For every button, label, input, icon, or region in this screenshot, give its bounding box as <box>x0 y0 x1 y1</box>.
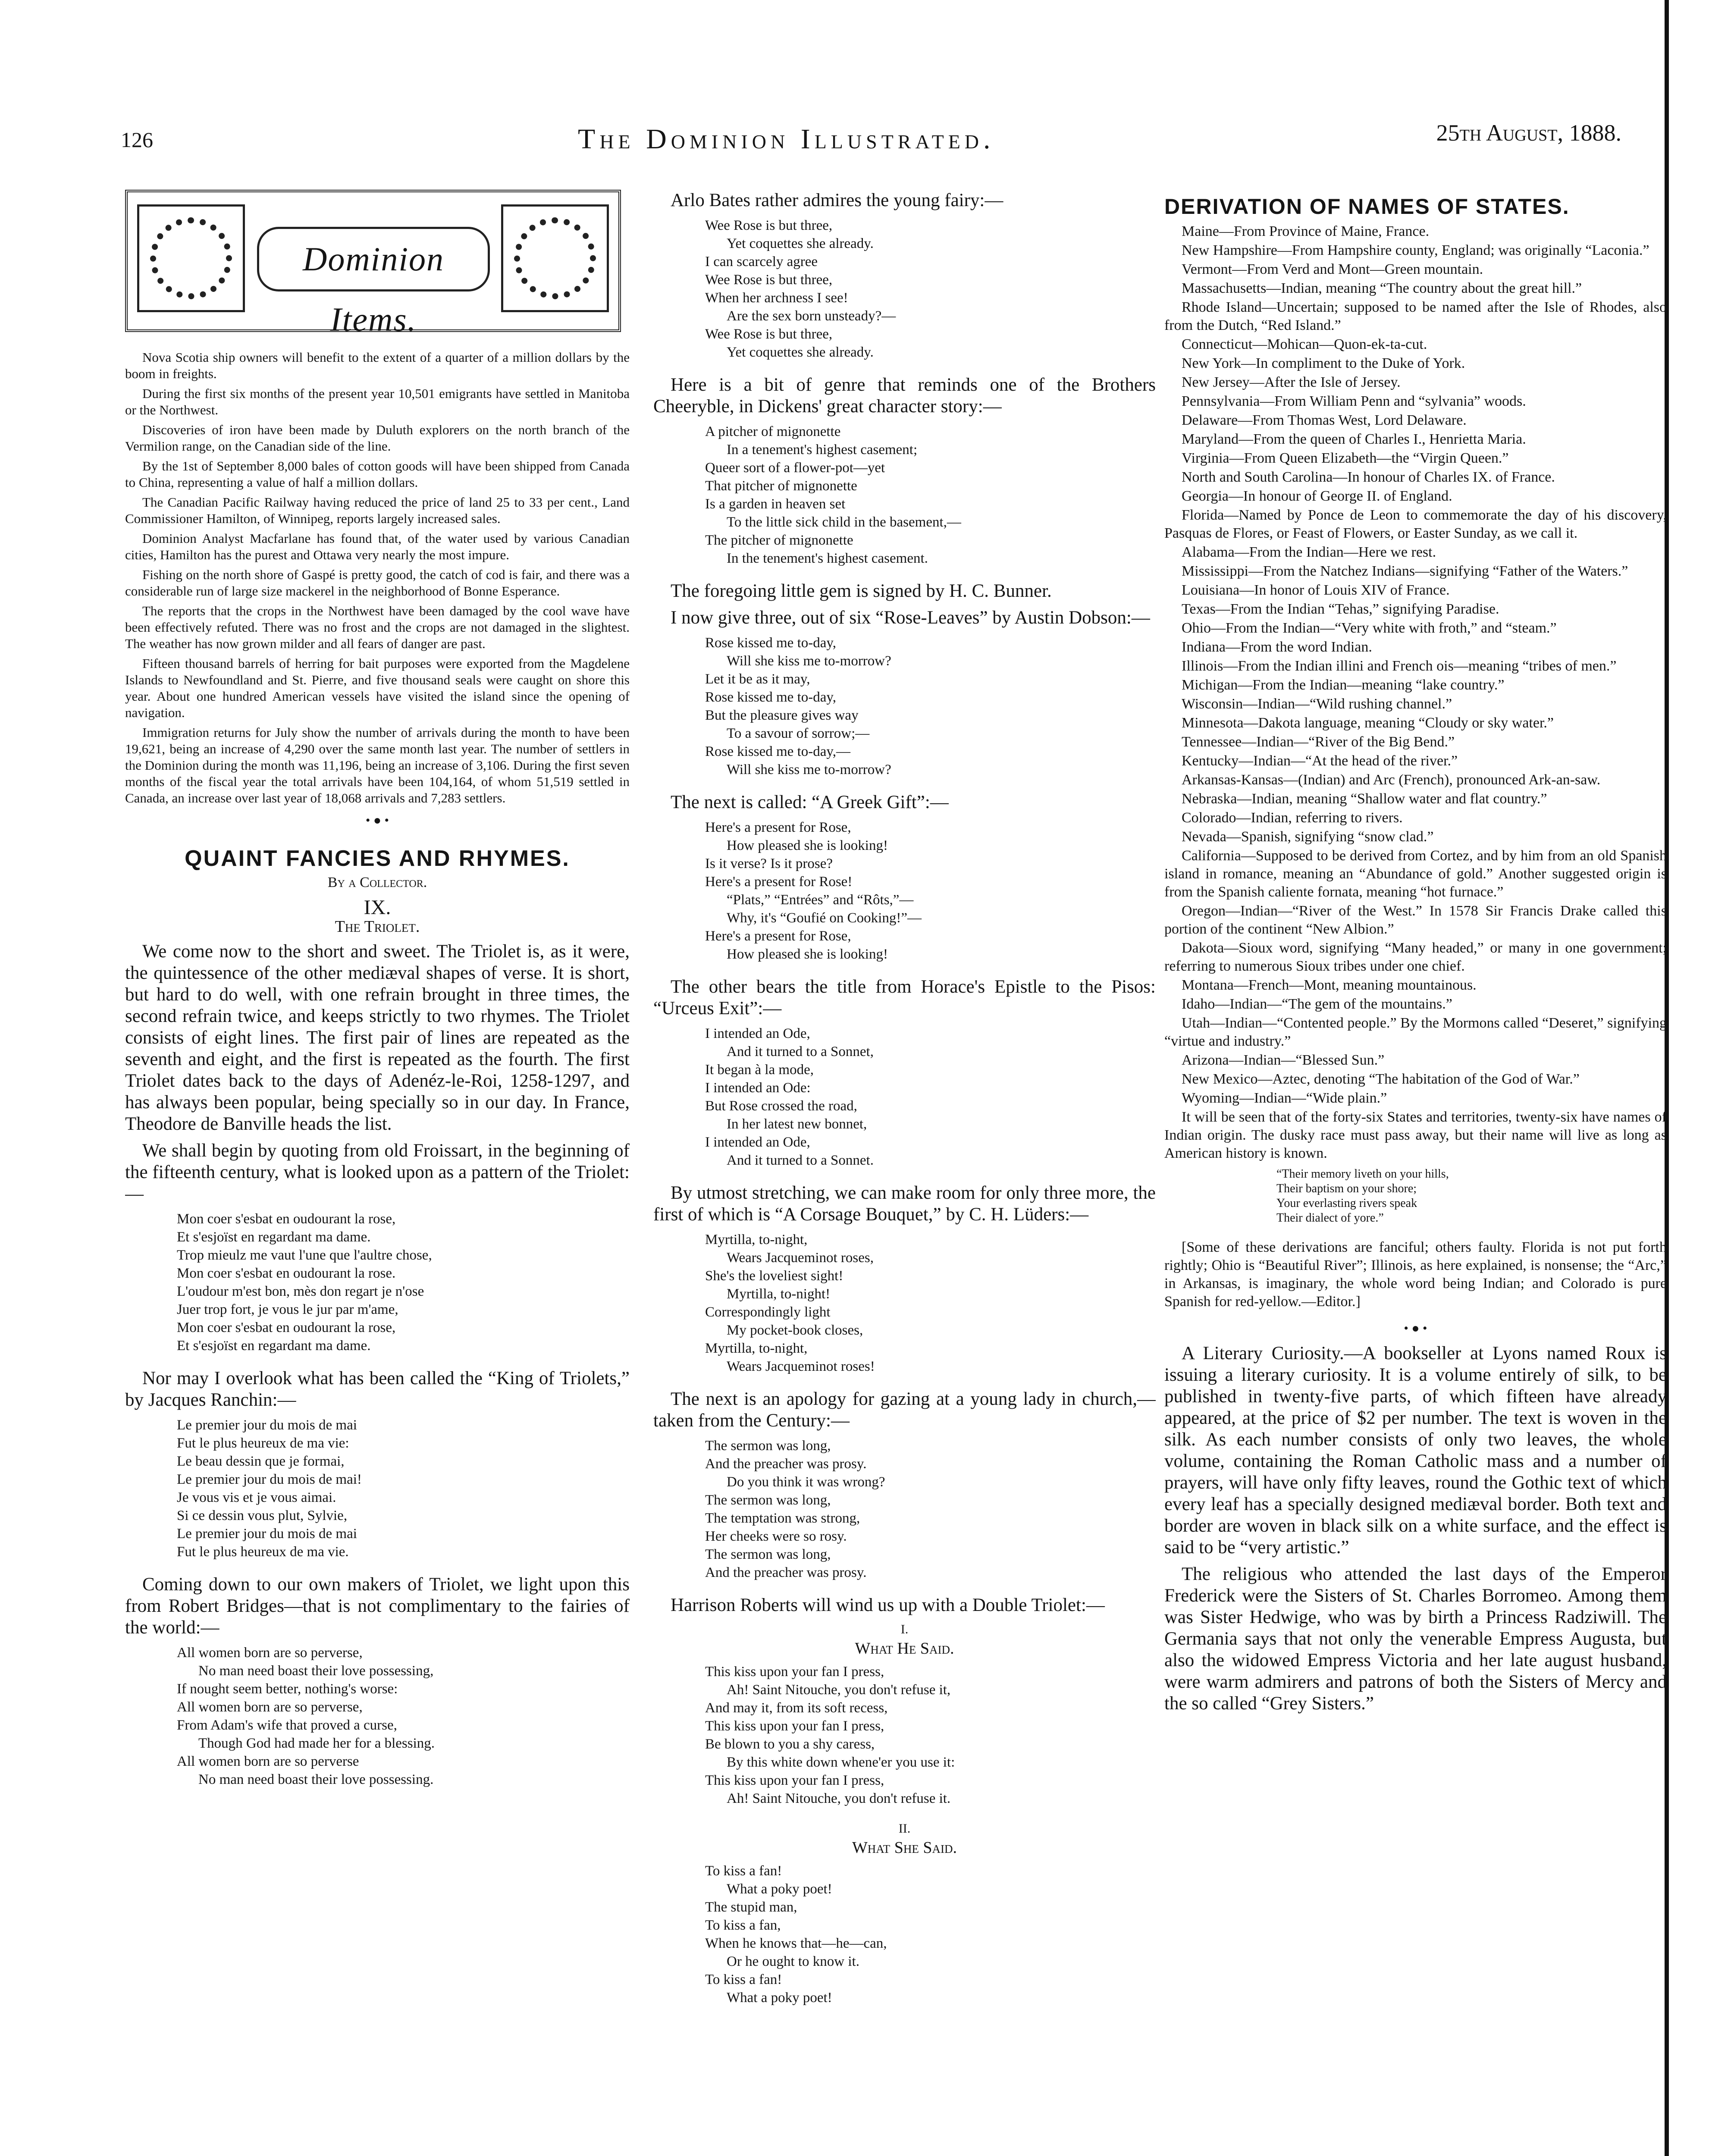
poem-line: And the preacher was prosy. <box>705 1565 867 1580</box>
publication-title: The Dominion Illustrated. <box>578 123 995 155</box>
mignonette-poem <box>705 423 1156 567</box>
rosette-ornament-icon <box>501 204 609 312</box>
poem-line: That pitcher of mignonette <box>705 478 857 494</box>
poem-line: Et s'esjoïst en regardant ma dame. <box>177 1338 371 1354</box>
poem-line: Le beau dessin que je formai, <box>177 1454 345 1469</box>
poem-line: I intended an Ode, <box>705 1134 810 1150</box>
literary-curiosity-paragraph: A Literary Curiosity.—A bookseller at Lyons named Roux is issuing a literary curiosity. It is a volume entirely of silk, to be published in twenty-five parts, of which fifteen have already appeared, at the price of $2 per number. The text is woven in the silk. As each number consists of only two leaves, the whole volume, containing the Roman Catholic mass and a number of prayers, will have only fifty leaves, round the Gothic text of which every leaf has a specially designed mediæval border. Both text and border are woven in black silk on a white surface, and the effect is said to be “very artistic.” <box>1164 1343 1667 1557</box>
state-entry: Wyoming—Indian—“Wide plain.” <box>1182 1090 1387 1106</box>
state-entry: Montana—French—Mont, meaning mountainous. <box>1182 977 1477 993</box>
poem-line: Et s'esjoïst en regardant ma dame. <box>177 1229 371 1245</box>
poem-line: Will she kiss me to-morrow? <box>727 653 891 669</box>
poem-line: Are the sex born unsteady?— <box>727 308 896 324</box>
poem-line: How pleased she is looking! <box>727 946 888 962</box>
poem-line: This kiss upon your fan I press, <box>705 1718 884 1734</box>
state-entry: Florida—Named by Ponce de Leon to commemorate the day of his discovery, Pasquas de Flores, or Feast of Flowers, or Easter Sunday, as we call it. <box>1164 507 1667 541</box>
state-entry: Alabama—From the Indian—Here we rest. <box>1182 544 1436 560</box>
state-entry: New York—In compliment to the Duke of York. <box>1182 355 1465 371</box>
what-he-said-poem <box>705 1663 1156 1808</box>
state-entry: Maine—From Province of Maine, France. <box>1182 223 1430 239</box>
section-title: DERIVATION OF NAMES OF STATES. <box>1164 194 1570 219</box>
rosette-ornament-icon <box>137 204 245 312</box>
poem-line: Your everlasting rivers speak <box>1276 1197 1417 1210</box>
bates-intro: Arlo Bates rather admires the young fairy:— <box>671 190 1003 210</box>
sermon-poem <box>705 1437 1156 1582</box>
poem-line: Is it verse? Is it prose? <box>705 856 833 871</box>
corsage-poem <box>705 1231 1156 1376</box>
issue-date: 25th August, 1888. <box>1436 120 1621 146</box>
state-entry: Georgia—In honour of George II. of England. <box>1182 488 1452 504</box>
poem-line: Wee Rose is but three, <box>705 218 833 233</box>
state-entry: Pennsylvania—From William Penn and “sylvania” woods. <box>1182 393 1526 409</box>
section-separator: • ● • <box>365 813 389 827</box>
poem-line: Wears Jacqueminot roses! <box>727 1359 875 1374</box>
poem-line: What a poky poet! <box>727 1990 832 2006</box>
state-entry: Colorado—Indian, referring to rivers. <box>1182 810 1403 826</box>
poem-line: Le premier jour du mois de mai <box>177 1417 357 1433</box>
state-entry: Maryland—From the queen of Charles I., Henrietta Maria. <box>1182 431 1526 447</box>
poem-line: Wee Rose is but three, <box>705 326 833 342</box>
froissart-intro: We shall begin by quoting from old Froissart, in the beginning of the fifteenth century, what is looked upon as a pattern of the Triolet:— <box>125 1141 630 1204</box>
poem-line: To the little sick child in the basement,— <box>727 514 961 530</box>
state-entry: California—Supposed to be derived from Cortez, and by him from an old Spanish island in romance, meaning an “Abundance of gold.” Another suggested origin is from the Spanish caliente fornata, meaning “hot furnace.” <box>1164 848 1667 900</box>
poem-line: All women born are so perverse <box>177 1754 359 1769</box>
news-item: Discoveries of iron have been made by Duluth explorers on the north branch of the Vermilion range, on the Canadian side of the line. <box>125 422 630 454</box>
poem-line: When her archness I see! <box>705 290 848 306</box>
state-entry: Rhode Island—Uncertain; supposed to be named after the Isle of Rhodes, also from the Dutch, “Red Island.” <box>1164 299 1667 333</box>
poem-line: All women born are so perverse, <box>177 1699 363 1715</box>
state-entry: Texas—From the Indian “Tehas,” signifying Paradise. <box>1182 601 1499 617</box>
poem-line: Myrtilla, to-night, <box>705 1232 808 1247</box>
news-item: Fifteen thousand barrels of herring for bait purposes were exported from the Magdelene Islands to Newfoundland and St. Pierre, and five thousand seals were caught on shore this year. About one hundred American vessels have visited the island since the opening of navigation. <box>125 656 630 720</box>
state-entry: Michigan—From the Indian—meaning “lake country.” <box>1182 677 1505 693</box>
poem-line: To kiss a fan! <box>705 1972 782 1987</box>
poem-line: How pleased she is looking! <box>727 838 888 853</box>
bridges-intro: Coming down to our own makers of Triolet, we light upon this from Robert Bridges—that is not complimentary to the fairies of the world:— <box>125 1574 630 1638</box>
poem-line: Her cheeks were so rosy. <box>705 1529 847 1544</box>
quoted-verse <box>1276 1167 1667 1225</box>
poem-line: But Rose crossed the road, <box>705 1098 857 1114</box>
poem-line: Ah! Saint Nitouche, you don't refuse it, <box>727 1682 951 1698</box>
ranchin-intro: Nor may I overlook what has been called the “King of Triolets,” by Jacques Ranchin:— <box>125 1368 630 1410</box>
news-item: Nova Scotia ship owners will benefit to the extent of a quarter of a million dollars by the boom in freights. <box>125 350 630 381</box>
section-title: QUAINT FANCIES AND RHYMES. <box>185 846 570 871</box>
subtitle: The Triolet. <box>335 918 420 936</box>
poem-line: To kiss a fan! <box>705 1863 782 1879</box>
poem-line: Wee Rose is but three, <box>705 272 833 288</box>
urceus-exit-poem <box>705 1025 1156 1169</box>
poem-line: Though God had made her for a blessing. <box>198 1736 435 1751</box>
poem-line: Be blown to you a shy caress, <box>705 1736 875 1752</box>
poem-line: What a poky poet! <box>727 1881 832 1897</box>
column-2 <box>653 190 1156 2156</box>
state-entry: Ohio—From the Indian—“Very white with froth,” and “steam.” <box>1182 620 1557 636</box>
state-entry: Oregon—Indian—“River of the West.” In 1578 Sir Francis Drake called this portion of the continent “New Albion.” <box>1164 903 1667 937</box>
state-entry: New Jersey—After the Isle of Jersey. <box>1182 374 1401 390</box>
state-entry: Delaware—From Thomas West, Lord Delaware. <box>1182 412 1467 428</box>
editor-note: [Some of these derivations are fanciful; others faulty. Florida is not put forth rightly; Ohio is “Beautiful River”; Illinois, as here explained, is nonsense; the “Arc,” in Arkansas, is imaginary, the whole word being Indian; and Colorado is pure Spanish for red-yellow.—Editor.] <box>1164 1239 1667 1310</box>
ranchin-poem <box>177 1416 630 1561</box>
poem-line: Here's a present for Rose, <box>705 820 851 835</box>
poem-line: And it turned to a Sonnet, <box>727 1044 874 1059</box>
bridges-poem <box>177 1644 630 1789</box>
news-item: The reports that the crops in the Northwest have been damaged by the cool wave have been effectively refuted. There was no frost and the crops are not damaged in the slightest. The weather has now grown milder and all fears of danger are past. <box>125 603 630 651</box>
poem-line: Trop mieulz me vaut l'une que l'aultre chose, <box>177 1247 432 1263</box>
state-entry: Louisiana—In honor of Louis XIV of France. <box>1182 582 1450 598</box>
sisters-paragraph: The religious who attended the last days of the Emperor Frederick were the Sisters of St. Charles Borromeo. Among them was Sister Hedwige, who was by birth a Princess Radziwill. The Germania says that not only the venerable Empress Augusta, but also the widowed Empress Victoria and her late august husband, were warm admirers and patrons of both the Sisters of Mercy and the so called “Grey Sisters.” <box>1164 1564 1667 1714</box>
column-3 <box>1164 190 1667 2156</box>
poem-line: I intended an Ode, <box>705 1026 810 1041</box>
poem-line: No man need boast their love possessing. <box>198 1772 434 1787</box>
century-intro: The next is an apology for gazing at a young lady in church,—taken from the Century:— <box>653 1389 1156 1431</box>
state-entry: Nebraska—Indian, meaning “Shallow water and flat country.” <box>1182 791 1547 807</box>
poem-line: Yet coquettes she already. <box>727 345 874 360</box>
poem-line: Here's a present for Rose! <box>705 874 853 890</box>
poem-line: Je vous vis et je vous aimai. <box>177 1490 336 1505</box>
poem-line: This kiss upon your fan I press, <box>705 1664 884 1680</box>
poem-line: The stupid man, <box>705 1899 797 1915</box>
dobson-poem <box>705 634 1156 779</box>
what-she-said-poem <box>705 1862 1156 2007</box>
poem-line: Yet coquettes she already. <box>727 236 874 251</box>
poem-line: In the tenement's highest casement. <box>727 551 928 566</box>
state-entry: New Mexico—Aztec, denoting “The habitation of the God of War.” <box>1182 1071 1580 1087</box>
states-list <box>1164 222 1667 1163</box>
poem-line: Fut le plus heureux de ma vie: <box>177 1435 349 1451</box>
poem-line: To a savour of sorrow;— <box>727 726 870 741</box>
poem-line: The temptation was strong, <box>705 1510 860 1526</box>
section-separator: • ● • <box>1404 1321 1427 1335</box>
poem-line: Let it be as it may, <box>705 671 810 687</box>
poem-line: A pitcher of mignonette <box>705 424 841 439</box>
poem-line: It began à la mode, <box>705 1062 814 1078</box>
byline: By a Collector. <box>327 874 427 890</box>
banner-title: Dominion Items. <box>257 227 490 291</box>
state-entry: Illinois—From the Indian illini and French ois—meaning “tribes of men.” <box>1182 658 1617 674</box>
genre-intro: Here is a bit of genre that reminds one of the Brothers Cheeryble, in Dickens' great character story:— <box>653 375 1156 417</box>
bates-poem <box>705 216 1156 361</box>
state-entry: Mississippi—From the Natchez Indians—signifying “Father of the Waters.” <box>1182 563 1628 579</box>
state-entry: Arkansas-Kansas—(Indian) and Arc (French), pronounced Ark-an-saw. <box>1182 772 1601 788</box>
state-entry: Tennessee—Indian—“River of the Big Bend.” <box>1182 734 1455 750</box>
poem-line: Is a garden in heaven set <box>705 496 846 512</box>
poem-line: “Plats,” “Entrées” and “Rôts,”— <box>727 892 914 908</box>
poem-line: I intended an Ode: <box>705 1080 811 1096</box>
column-1 <box>125 190 630 2156</box>
greek-gift-poem <box>705 818 1156 963</box>
poem-line: Will she kiss me to-morrow? <box>727 762 891 777</box>
poem-line: But the pleasure gives way <box>705 708 859 723</box>
horace-intro: The other bears the title from Horace's Epistle to the Pisos: “Urceus Exit”:— <box>653 977 1156 1018</box>
state-entry: New Hampshire—From Hampshire county, England; was originally “Laconia.” <box>1182 242 1649 258</box>
poem-line: To kiss a fan, <box>705 1918 781 1933</box>
state-entry: North and South Carolina—In honour of Charles IX. of France. <box>1182 469 1555 485</box>
poem-line: Mon coer s'esbat en oudourant la rose, <box>177 1211 396 1227</box>
state-entry: Minnesota—Dakota language, meaning “Cloudy or sky water.” <box>1182 715 1554 731</box>
state-entry: Wisconsin—Indian—“Wild rushing channel.” <box>1182 696 1452 712</box>
poem-line: The pitcher of mignonette <box>705 533 853 548</box>
news-item: Immigration returns for July show the number of arrivals during the month to have been 19,621, being an increase of 4,290 over the same month last year. The number of settlers in the Dominion during the month was 11,196, being an increase of 3,106. During the first seven months of the fiscal year the total arrivals have been 104,164, of whom 51,519 settled in Canada, an increase over last year of 18,068 arrivals and 7,283 settlers. <box>125 725 630 805</box>
poem-line: Their dialect of yore.” <box>1276 1211 1384 1225</box>
section-number: IX. <box>364 896 391 919</box>
part-title: What She Said. <box>852 1839 957 1857</box>
poem-line: “Their memory liveth on your hills, <box>1276 1167 1449 1181</box>
bunner-note: The foregoing little gem is signed by H. C. Bunner. <box>671 581 1052 601</box>
poem-line: She's the loveliest sight! <box>705 1268 843 1284</box>
news-item: Fishing on the north shore of Gaspé is pretty good, the catch of cod is fair, and there was a considerable run of large size mackerel in the neighborhood of Bonne Esperance. <box>125 567 630 599</box>
poem-line: I can scarcely agree <box>705 254 818 270</box>
part-number: I. <box>900 1622 909 1636</box>
poem-line: By this white down whene'er you use it: <box>727 1755 955 1770</box>
poem-line: Their baptism on your shore; <box>1276 1182 1417 1195</box>
poem-line: When he knows that—he—can, <box>705 1936 887 1951</box>
poem-line: Ah! Saint Nitouche, you don't refuse it. <box>727 1791 951 1806</box>
poem-line: Why, it's “Goufié on Cooking!”— <box>727 910 922 926</box>
poem-line: Rose kissed me to-day,— <box>705 744 850 759</box>
poem-line: In a tenement's highest casement; <box>727 442 918 458</box>
news-item: By the 1st of September 8,000 bales of cotton goods will have been shipped from Canada to China, representing a value of half a million dollars. <box>125 458 630 490</box>
news-item: The Canadian Pacific Railway having reduced the price of land 25 to 33 per cent., Land Commissioner Hamilton, of Winnipeg, reports largely increased sales. <box>125 495 630 526</box>
part-number: II. <box>898 1821 911 1836</box>
dominion-items-list <box>125 349 630 806</box>
intro-paragraph: We come now to the short and sweet. The Triolet is, as it were, the quintessence of the other mediæval shapes of verse. It is short, but hard to do well, with one refrain brought in three times, the second refrain twice, and keeps strictly to two rhymes. The Triolet consists of eight lines. The first pair of lines are repeated as the seventh and eight, and the first is repeated as the fourth. The first Triolet dates back to the days of Adenéz-le-Roi, 1258-1297, and has always been popular, being specially so in our day. In France, Theodore de Banville heads the list. <box>125 941 630 1134</box>
poem-line: Queer sort of a flower-pot—yet <box>705 460 885 476</box>
poem-line: In her latest new bonnet, <box>727 1116 867 1132</box>
state-entry: Vermont—From Verd and Mont—Green mountain. <box>1182 261 1483 277</box>
poem-line: Correspondingly light <box>705 1304 831 1320</box>
summary-paragraph: It will be seen that of the forty-six States and territories, twenty-six have names of Indian origin. The dusky race must pass away, but their name will live as long as American history is known. <box>1164 1109 1667 1161</box>
poem-line: Mon coer s'esbat en oudourant la rose, <box>177 1320 396 1335</box>
poem-line: Le premier jour du mois de mai <box>177 1526 357 1542</box>
poem-line: My pocket-book closes, <box>727 1322 863 1338</box>
page-number: 126 <box>121 128 153 152</box>
poem-line: From Adam's wife that proved a curse, <box>177 1717 397 1733</box>
poem-line: No man need boast their love possessing, <box>198 1663 434 1679</box>
state-entry: Utah—Indian—“Contented people.” By the Mormons called “Deseret,” signifying “virtue and industry.” <box>1164 1015 1667 1049</box>
roberts-intro: Harrison Roberts will wind us up with a Double Triolet:— <box>671 1595 1105 1615</box>
state-entry: Massachusetts—Indian, meaning “The country about the great hill.” <box>1182 280 1582 296</box>
poem-line: Do you think it was wrong? <box>727 1474 885 1490</box>
masthead <box>121 120 1621 166</box>
news-item: During the first six months of the present year 10,501 emigrants have settled in Manitoba or the Northwest. <box>125 386 630 417</box>
poem-line: And the preacher was prosy. <box>705 1456 867 1472</box>
poem-line: L'oudour m'est bon, mès don regart je n'ose <box>177 1284 424 1299</box>
poem-line: Rose kissed me to-day, <box>705 635 836 651</box>
poem-line: Mon coer s'esbat en oudourant la rose. <box>177 1266 396 1281</box>
poem-line: Fut le plus heureux de ma vie. <box>177 1544 349 1560</box>
state-entry: Virginia—From Queen Elizabeth—the “Virgin Queen.” <box>1182 450 1509 466</box>
state-entry: Arizona—Indian—“Blessed Sun.” <box>1182 1052 1385 1068</box>
poem-line: And may it, from its soft recess, <box>705 1700 888 1716</box>
froissart-poem <box>177 1210 630 1355</box>
poem-line: Myrtilla, to-night, <box>705 1341 808 1356</box>
greek-gift-intro: The next is called: “A Greek Gift”:— <box>671 792 949 812</box>
state-entry: Idaho—Indian—“The gem of the mountains.” <box>1182 996 1452 1012</box>
poem-line: Or he ought to know it. <box>727 1954 859 1969</box>
poem-line: Rose kissed me to-day, <box>705 689 836 705</box>
poem-line: If nought seem better, nothing's worse: <box>177 1681 398 1697</box>
state-entry: Connecticut—Mohican—Quon-ek-ta-cut. <box>1182 336 1427 352</box>
poem-line: Si ce dessin vous plut, Sylvie, <box>177 1508 348 1523</box>
part-title: What He Said. <box>855 1639 954 1658</box>
state-entry: Kentucky—Indian—“At the head of the river.” <box>1182 753 1458 769</box>
state-entry: Indiana—From the word Indian. <box>1182 639 1372 655</box>
poem-line: This kiss upon your fan I press, <box>705 1773 884 1788</box>
poem-line: The sermon was long, <box>705 1438 831 1454</box>
poem-line: Juer trop fort, je vous le jur par m'ame, <box>177 1302 398 1317</box>
dominion-items-banner <box>125 190 621 338</box>
poem-line: The sermon was long, <box>705 1492 831 1508</box>
poem-line: The sermon was long, <box>705 1547 831 1562</box>
dobson-intro: I now give three, out of six “Rose-Leaves” by Austin Dobson:— <box>671 608 1150 628</box>
news-item: Dominion Analyst Macfarlane has found that, of the water used by various Canadian cities, Hamilton has the purest and Ottawa very nearly the most impure. <box>125 531 630 562</box>
state-entry: Nevada—Spanish, signifying “snow clad.” <box>1182 829 1434 845</box>
poem-line: And it turned to a Sonnet. <box>727 1153 874 1168</box>
poem-line: Here's a present for Rose, <box>705 928 851 944</box>
poem-line: All women born are so perverse, <box>177 1645 363 1661</box>
corsage-intro: By utmost stretching, we can make room for only three more, the first of which is “A Corsage Bouquet,” by C. H. Lüders:— <box>653 1183 1156 1225</box>
poem-line: Myrtilla, to-night! <box>727 1286 831 1302</box>
poem-line: Le premier jour du mois de mai! <box>177 1472 362 1487</box>
state-entry: Dakota—Sioux word, signifying “Many headed,” or many in one government; referring to numerous Sioux tribes under one chief. <box>1164 940 1667 974</box>
poem-line: Wears Jacqueminot roses, <box>727 1250 874 1266</box>
